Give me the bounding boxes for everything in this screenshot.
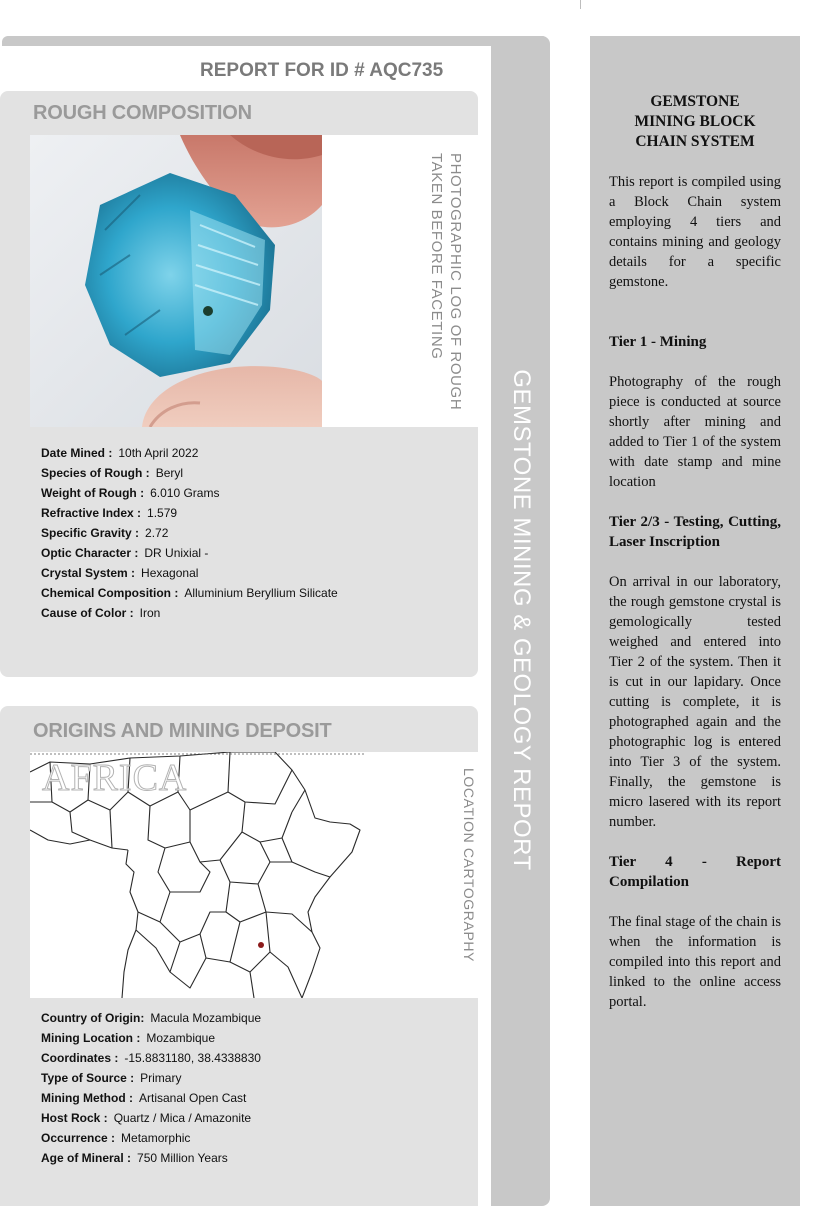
origins-details-list (41, 1008, 261, 1168)
detail-label: Weight of Rough : (41, 486, 145, 500)
detail-label: Date Mined : (41, 446, 113, 460)
detail-row (41, 1068, 261, 1088)
detail-label: Cause of Color : (41, 606, 134, 620)
detail-value: 750 Million Years (137, 1151, 228, 1165)
map-region-label: AFRICA (42, 757, 188, 799)
detail-row (41, 1048, 261, 1068)
detail-value: Metamorphic (121, 1131, 191, 1145)
detail-value: Artisanal Open Cast (138, 1091, 247, 1105)
tier23-text: On arrival in our laboratory, the rough gemstone crystal is gemologically tested weighed and entered into Tier 2 of the system. Then it is cut in our lapidary. Once cutting is complete, it is photographed again and the photographic log is entered into Tier 3 of the system. Finally, the gemstone is micro lasered with its report number. (609, 574, 781, 830)
detail-value: 6.010 Grams (150, 486, 220, 500)
rough-photo-frame (30, 135, 478, 427)
detail-value: Primary (140, 1071, 182, 1085)
africa-map (30, 752, 366, 998)
detail-row (41, 1088, 261, 1108)
rough-details-list (41, 443, 338, 623)
rough-photo-caption-line2: TAKEN BEFORE FACETING (428, 153, 445, 360)
detail-label: Occurrence : (41, 1131, 116, 1145)
detail-label: Host Rock : (41, 1111, 108, 1125)
rough-photo-caption (427, 153, 465, 410)
detail-label: Type of Source : (41, 1071, 135, 1085)
detail-value: Quartz / Mica / Amazonite (113, 1111, 252, 1125)
tier4-text: The final stage of the chain is when the information is compiled into this report and linked to the online access portal. (609, 914, 781, 1010)
detail-value: -15.8831180, 38.4338830 (124, 1051, 261, 1065)
blockchain-sidebar (590, 36, 800, 1206)
sidebar-content (609, 92, 781, 1012)
detail-value: 1.579 (147, 506, 178, 520)
detail-row (41, 463, 338, 483)
detail-row (41, 1108, 261, 1128)
detail-row (41, 583, 338, 603)
detail-row (41, 1008, 261, 1028)
location-map-frame (30, 752, 478, 998)
rough-photo-caption-line1: PHOTOGRAPHIC LOG OF ROUGH (447, 153, 464, 411)
detail-value: DR Unixial - (144, 546, 209, 560)
detail-label: Optic Character : (41, 546, 139, 560)
detail-value: Alluminium Beryllium Silicate (184, 586, 338, 600)
detail-value: Hexagonal (141, 566, 199, 580)
report-id-title: REPORT FOR ID # AQC735 (200, 60, 444, 81)
detail-label: Chemical Composition : (41, 586, 179, 600)
detail-value: Iron (139, 606, 161, 620)
detail-row (41, 563, 338, 583)
origins-heading: ORIGINS AND MINING DEPOSIT (33, 720, 332, 742)
detail-label: Country of Origin: (41, 1011, 145, 1025)
map-caption: LOCATION CARTOGRAPHY (461, 768, 477, 963)
detail-row (41, 543, 338, 563)
detail-label: Coordinates : (41, 1051, 119, 1065)
detail-row (41, 523, 338, 543)
tier23-heading: Tier 2/3 - Testing, Cutting, Laser Inscription (609, 514, 781, 550)
detail-row (41, 603, 338, 623)
tier1-heading: Tier 1 - Mining (609, 334, 707, 350)
detail-row (41, 1128, 261, 1148)
detail-value: Mozambique (146, 1031, 216, 1045)
rough-composition-heading: ROUGH COMPOSITION (33, 102, 252, 124)
detail-value: Beryl (155, 466, 184, 480)
rough-gemstone-photo (30, 135, 322, 427)
detail-label: Mining Location : (41, 1031, 141, 1045)
sidebar-title-line2: MINING BLOCK (634, 113, 756, 130)
detail-row (41, 443, 338, 463)
detail-row (41, 1028, 261, 1048)
sidebar-title-line3: CHAIN SYSTEM (635, 133, 755, 150)
detail-label: Species of Rough : (41, 466, 150, 480)
tier1-text: Photography of the rough piece is conducted at source shortly after mining and added to Tier 1 of the system with date stamp and mine location (609, 374, 781, 490)
detail-row (41, 1148, 261, 1168)
sidebar-intro: This report is compiled using a Block Chain system employing 4 tiers and contains mining and geology details for a specific gemstone. (609, 174, 781, 290)
spine-title: GEMSTONE MINING & GEOLOGY REPORT (508, 369, 535, 871)
detail-row (41, 503, 338, 523)
top-tick-mark (580, 0, 581, 9)
detail-value: 2.72 (145, 526, 169, 540)
detail-value: Macula Mozambique (150, 1011, 262, 1025)
detail-label: Specific Gravity : (41, 526, 140, 540)
detail-row (41, 483, 338, 503)
mine-location-marker (258, 942, 264, 948)
detail-label: Crystal System : (41, 566, 136, 580)
detail-label: Mining Method : (41, 1091, 133, 1105)
detail-value: 10th April 2022 (118, 446, 199, 460)
detail-label: Refractive Index : (41, 506, 142, 520)
tier4-heading: Tier 4 - Report Compilation (609, 854, 781, 890)
detail-label: Age of Mineral : (41, 1151, 132, 1165)
sidebar-title-line1: GEMSTONE (650, 93, 740, 110)
top-frame-bar (2, 36, 548, 46)
sidebar-title (609, 92, 781, 152)
